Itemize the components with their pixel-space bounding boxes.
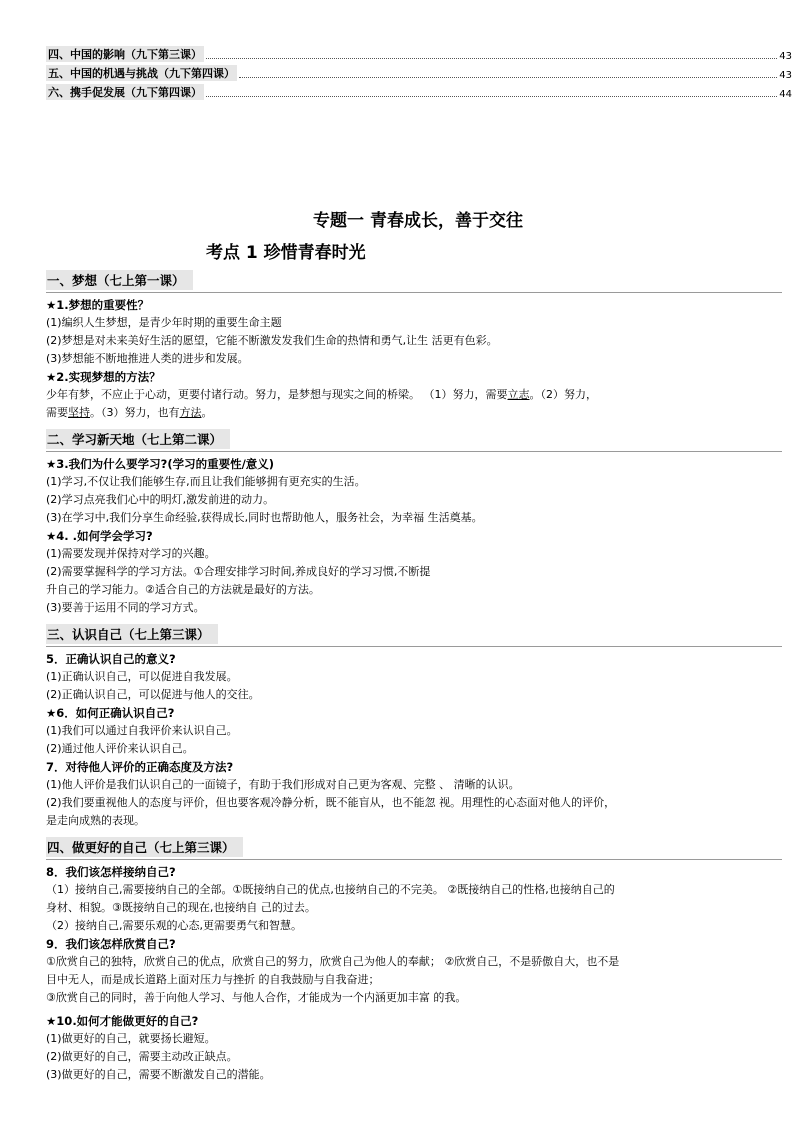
answer-line: ③欣赏自己的同时，善于向他人学习、与他人合作，才能成为一个内涵更加丰富 的我。 [46,991,467,1004]
answer-line: (1)正确认识自己，可以促进自我发展。 [46,670,238,683]
answer-line: (1)编织人生梦想，是青少年时期的重要生命主题 [46,316,282,329]
answer-line: (3)要善于运用不同的学习方式。 [46,601,205,614]
answer-paragraph [46,386,782,404]
document-body [46,268,782,1084]
toc-row[interactable] [46,43,792,62]
toc-page-number: 43 [779,51,792,62]
question: 5．正确认识自己的意义? [46,652,176,666]
section-heading: 一、梦想（七上第一课） [46,270,193,290]
question: 8．我们该怎样接纳自己? [46,865,176,879]
section-heading-row [46,427,782,452]
answer-text: 。（2）努力， [529,388,597,401]
section-heading-row [46,622,782,647]
answer-line: (3)在学习中,我们分享生命经验,获得成长,同时也帮助他人，服务社会，为幸福 生活奠基。 [46,511,483,524]
question: 9．我们该怎样欣赏自己? [46,937,176,951]
toc-leader-dots [206,58,777,59]
section-heading: 四、做更好的自己（七上第三课） [46,837,243,857]
answer-line: (2)需要掌握科学的学习方法。①合理安排学习时间,养成良好的学习习惯,不断提 [46,565,431,578]
answer-line: (3)梦想能不断地推进人类的进步和发展。 [46,352,249,365]
toc-label[interactable]: 四、中国的影响（九下第三课） [48,48,202,61]
answer-line: (2)我们要重视他人的态度与评价，但也要客观冷静分析，既不能盲从，也不能忽 视。用理性的心态面对他人的评价， [46,796,616,809]
answer-line: (1)他人评价是我们认识自己的一面镜子，有助于我们形成对自己更为客观、完整 、 清晰的认识。 [46,778,520,791]
answer-line: (2)正确认识自己，可以促进与他人的交往。 [46,688,260,701]
answer-line: (1)做更好的自己，就要扬长避短。 [46,1032,216,1045]
answer-line: 身材、相貌。③既接纳自己的现在,也接纳自 己的过去。 [46,901,316,914]
keyword-underlined: 立志 [507,388,530,401]
toc-page-number: 44 [779,89,792,100]
toc-row[interactable] [46,62,792,81]
answer-line: (2)做更好的自己，需要主动改正缺点。 [46,1050,238,1063]
toc-row[interactable] [46,81,792,100]
section-heading: 三、认识自己（七上第三课） [46,624,218,644]
answer-line: （2）接纳自己,需要乐观的心态,更需要勇气和智慧。 [46,919,302,932]
section-heading-row [46,835,782,860]
question: 7．对待他人评价的正确态度及方法? [46,760,234,774]
toc-label[interactable]: 五、中国的机遇与挑战（九下第四课） [48,67,235,80]
answer-line: 升自己的学习能力。②适合自己的方法就是最好的方法。 [46,583,320,596]
answer-text: 需要 [46,406,68,419]
answer-line: 目中无人，而是成长道路上面对压力与挫折 的自我鼓励与自我奋进； [46,973,380,986]
answer-text: 少年有梦，不应止于心动，更要付诸行动。努力，是梦想与现实之间的桥梁。 （1）努力，需要 [46,388,508,401]
question: ★6．如何正确认识自己? [46,706,175,720]
toc-page-number: 43 [779,70,792,81]
answer-text: 。（3）努力，也有 [90,406,180,419]
section-heading: 二、学习新天地（七上第二课） [46,429,230,449]
question: ★3.我们为什么要学习?(学习的重要性/意义) [46,457,275,471]
answer-line: （1）接纳自己,需要接纳自己的全部。①既接纳自己的优点,也接纳自己的不完美。 ②既接纳自己的性格,也接纳自己的 [46,883,615,896]
answer-line: (3)做更好的自己，需要不断激发自己的潜能。 [46,1068,271,1081]
answer-line: (2)梦想是对未来美好生活的愿望，它能不断激发发我们生命的热情和勇气,让生 活更有色彩。 [46,334,498,347]
topic-subtitle: 考点 1 珍惜青春时光 [206,243,366,263]
question: ★1.梦想的重要性？ [46,298,150,312]
toc-leader-dots [206,96,777,97]
answer-line: (2)学习点亮我们心中的明灯,激发前进的动力。 [46,493,275,506]
answer-line: (1)学习,不仅让我们能够生存,而且让我们能够拥有更充实的生活。 [46,475,366,488]
answer-line: (1)我们可以通过自我评价来认识自己。 [46,724,238,737]
answer-line: (1)需要发现并保持对学习的兴趣。 [46,547,216,560]
keyword-underlined: 坚持 [68,406,90,419]
toc-label[interactable]: 六、携手促发展（九下第四课） [48,86,202,99]
toc-leader-dots [239,77,777,78]
table-of-contents [46,43,792,100]
answer-line: 是走向成熟的表现。 [46,814,145,827]
topic-title: 专题一 青春成长，善于交往 [313,211,523,231]
section-heading-row [46,268,782,293]
keyword-underlined: 方法 [179,406,202,419]
answer-paragraph [46,404,782,422]
question: ★4. .如何学会学习? [46,529,153,543]
answer-line: ①欣赏自己的独特，欣赏自己的优点，欣赏自己的努力，欣赏自己为他人的奉献； ②欣赏自己，不是骄傲自大，也不是 [46,955,620,968]
answer-text: 。 [201,406,213,419]
question: ★10.如何才能做更好的自己? [46,1014,199,1028]
question: ★2.实现梦想的方法？ [46,370,161,384]
answer-line: (2)通过他人评价来认识自己。 [46,742,194,755]
